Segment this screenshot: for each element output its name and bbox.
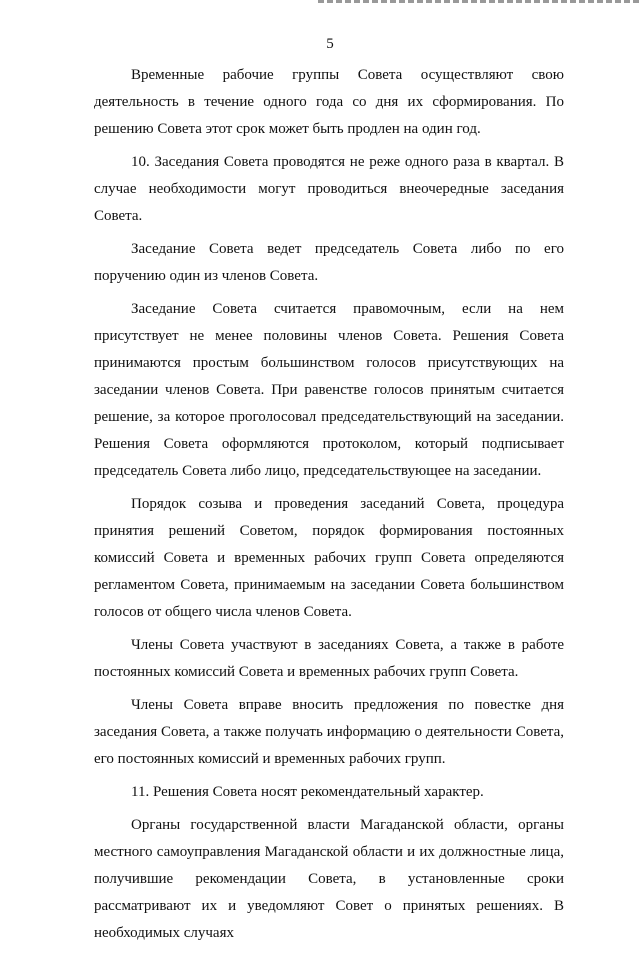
paragraph-item-11-recommendations: 11. Решения Совета носят рекомендательный характер.	[131, 784, 484, 800]
paragraph-authorities-response: Органы государственной власти Магаданской области, органы местного самоуправления Магаданской области и их должностные лица, получившие рекомендации Совета, в установленные сроки рассматривают их и уведомляют Совет о принятых решениях. В необходимых случаях	[94, 817, 564, 941]
paragraph-item-10-meetings: 10. Заседания Совета проводятся не реже одного раза в квартал. В случае необходимости могут проводиться внеочередные заседания Совета.	[94, 154, 564, 224]
paragraph-member-participation: Члены Совета участвуют в заседаниях Совета, а также в работе постоянных комиссий Совета и временных рабочих групп Совета.	[94, 637, 564, 680]
paragraph-member-rights: Члены Совета вправе вносить предложения по повестке дня заседания Совета, а также получать информацию о деятельности Совета, его постоянных комиссий и временных рабочих групп.	[94, 697, 564, 767]
paragraph-rules-of-procedure: Порядок созыва и проведения заседаний Совета, процедура принятия решений Советом, порядок формирования постоянных комиссий Совета и временных рабочих групп Совета определяются регламентом Совета, принимаемым на заседании Совета большинством голосов от общего числа членов Совета.	[94, 496, 564, 620]
page-number: 5	[326, 36, 334, 52]
scan-edge-rule	[318, 0, 640, 3]
paragraph-working-groups-term: Временные рабочие группы Совета осуществляют свою деятельность в течение одного года со дня их сформирования. По решению Совета этот срок может быть продлен на один год.	[94, 67, 564, 137]
document-body	[94, 62, 564, 953]
paragraph-meeting-chair: Заседание Совета ведет председатель Совета либо по его поручению один из членов Совета.	[94, 241, 564, 284]
paragraph-quorum-decisions: Заседание Совета считается правомочным, если на нем присутствует не менее половины членов Совета. Решения Совета принимаются простым большинством голосов присутствующих на заседании членов Совета. При равенстве голосов принятым считается решение, за которое проголосовал председательствующий на заседании. Решения Совета оформляются протоколом, который подписывает председатель Совета либо лицо, председательствующее на заседании.	[94, 301, 564, 479]
